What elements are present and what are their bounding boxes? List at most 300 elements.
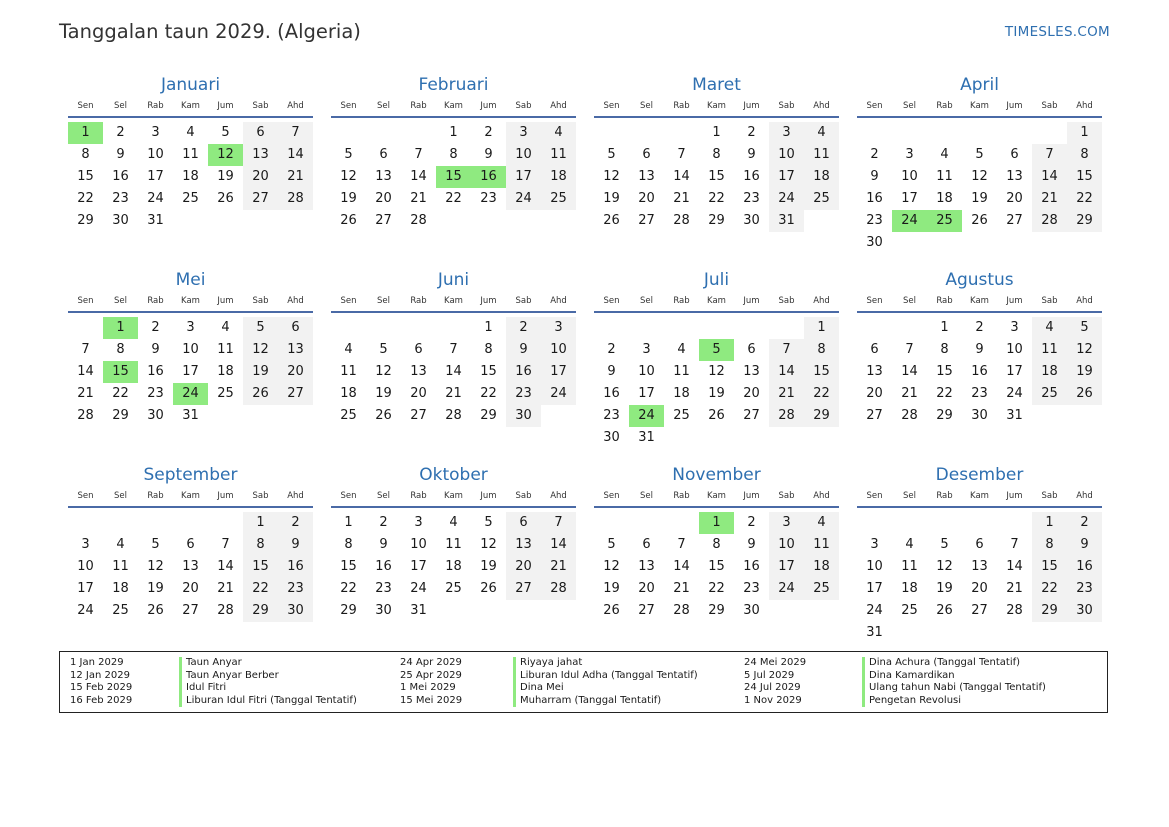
- day-cell: 18: [804, 556, 839, 578]
- day-cell: 27: [971, 603, 988, 618]
- weekday-label: Sel: [377, 296, 390, 306]
- empty-cell: [278, 405, 313, 427]
- month-november: [594, 464, 839, 642]
- day-cell: 7: [677, 147, 686, 162]
- week-row: [594, 556, 839, 578]
- day-cell: 2: [506, 317, 541, 339]
- weekday-label: Ahd: [1076, 491, 1093, 501]
- day-cell: 12: [708, 364, 725, 379]
- week-row: [68, 122, 313, 144]
- day-cell: 8: [116, 342, 125, 357]
- week-row: [857, 144, 1102, 166]
- day-cell: 22: [708, 581, 725, 596]
- weekday-label: Sab: [252, 491, 269, 501]
- day-cell: 2: [484, 125, 493, 140]
- week-row: [331, 383, 576, 405]
- day-cell: 21: [541, 556, 576, 578]
- day-cell: 25: [217, 386, 234, 401]
- day-cell: 25: [901, 603, 918, 618]
- day-cell: 7: [1032, 144, 1067, 166]
- empty-cell: [1067, 405, 1102, 427]
- empty-cell: [629, 317, 664, 339]
- day-cell: 22: [77, 191, 94, 206]
- day-cell: 7: [1010, 537, 1019, 552]
- week-row: [857, 383, 1102, 405]
- holiday-name: Dina Kamardikan: [862, 670, 1046, 683]
- day-cell: 2: [116, 125, 125, 140]
- day-cell: 25: [1032, 383, 1067, 405]
- day-cell: 18: [541, 166, 576, 188]
- day-cell: 14: [445, 364, 462, 379]
- day-cell: 14: [217, 559, 234, 574]
- day-cell: 26: [603, 213, 620, 228]
- day-cell: 25: [340, 408, 357, 423]
- empty-cell: [804, 600, 839, 622]
- day-cell: 17: [638, 386, 655, 401]
- day-cell: 27: [410, 408, 427, 423]
- day-cell: 3: [81, 537, 90, 552]
- empty-cell: [664, 317, 699, 339]
- day-cell: 29: [708, 213, 725, 228]
- weekday-label: Jum: [217, 491, 234, 501]
- day-cell: 30: [743, 213, 760, 228]
- week-row: [594, 144, 839, 166]
- day-cell: 27: [243, 188, 278, 210]
- day-cell: 19: [243, 361, 278, 383]
- day-cell: 26: [217, 191, 234, 206]
- day-cell: 18: [112, 581, 129, 596]
- weekday-label: Rab: [936, 491, 953, 501]
- day-cell: 7: [278, 122, 313, 144]
- day-cell: 8: [940, 342, 949, 357]
- day-cell: 15: [708, 169, 725, 184]
- week-row: [331, 122, 576, 144]
- day-cell: 13: [375, 169, 392, 184]
- day-cell: 10: [182, 342, 199, 357]
- day-cell: 11: [901, 559, 918, 574]
- week-row: [68, 600, 313, 622]
- weekday-label: Rab: [673, 296, 690, 306]
- day-cell: 10: [769, 144, 804, 166]
- day-cell: 17: [1006, 364, 1023, 379]
- month-title: November: [672, 465, 761, 485]
- day-cell: 9: [116, 147, 125, 162]
- day-cell: 24: [77, 603, 94, 618]
- day-cell: 22: [112, 386, 129, 401]
- month-desember: [857, 464, 1102, 642]
- day-cell: 27: [743, 408, 760, 423]
- day-cell: 3: [905, 147, 914, 162]
- day-cell: 6: [278, 317, 313, 339]
- week-row: [331, 361, 576, 383]
- day-cell: 22: [1032, 578, 1067, 600]
- empty-cell: [769, 600, 804, 622]
- day-cell: 14: [1006, 559, 1023, 574]
- day-cell: 16: [971, 364, 988, 379]
- day-cell: 24: [769, 188, 804, 210]
- empty-cell: [962, 232, 997, 254]
- week-row: [68, 317, 313, 339]
- day-cell: 12: [603, 559, 620, 574]
- day-cell: 6: [642, 147, 651, 162]
- weekday-label: Rab: [936, 296, 953, 306]
- weekday-label: Sab: [778, 296, 795, 306]
- week-row: [857, 122, 1102, 144]
- day-cell: 21: [217, 581, 234, 596]
- week-row: [594, 317, 839, 339]
- day-cell: 30: [603, 430, 620, 445]
- holiday-names-column: [862, 657, 1046, 707]
- day-cell: 11: [182, 147, 199, 162]
- weekday-label: Ahd: [813, 101, 830, 111]
- empty-cell: [892, 317, 927, 339]
- empty-cell: [892, 122, 927, 144]
- empty-cell: [734, 317, 769, 339]
- empty-cell: [436, 600, 471, 622]
- day-cell: 1: [940, 320, 949, 335]
- holiday-date: 15 Feb 2029: [70, 682, 133, 694]
- empty-cell: [243, 405, 278, 427]
- day-cell: 3: [151, 125, 160, 140]
- week-row: [594, 427, 839, 449]
- day-cell: 14: [1032, 166, 1067, 188]
- holiday-day-cell: 1: [68, 122, 103, 144]
- day-cell: 28: [1032, 210, 1067, 232]
- day-cell: 18: [182, 169, 199, 184]
- day-cell: 24: [147, 191, 164, 206]
- day-cell: 22: [480, 386, 497, 401]
- holiday-name: Idul Fitri: [179, 682, 357, 695]
- day-cell: 2: [747, 515, 756, 530]
- day-cell: 25: [182, 191, 199, 206]
- weekday-label: Sel: [640, 101, 653, 111]
- month-days: [857, 512, 1102, 644]
- day-cell: 30: [866, 235, 883, 250]
- weekday-label: Rab: [147, 491, 164, 501]
- day-cell: 29: [77, 213, 94, 228]
- day-cell: 18: [804, 166, 839, 188]
- day-cell: 1: [484, 320, 493, 335]
- week-row: [857, 600, 1102, 622]
- week-row: [594, 512, 839, 534]
- day-cell: 30: [278, 600, 313, 622]
- day-cell: 14: [541, 534, 576, 556]
- day-cell: 4: [940, 147, 949, 162]
- day-cell: 20: [375, 191, 392, 206]
- holiday-dates-column: [744, 657, 806, 707]
- day-cell: 28: [410, 213, 427, 228]
- day-cell: 27: [278, 383, 313, 405]
- day-cell: 30: [112, 213, 129, 228]
- month-januari: [68, 74, 313, 252]
- empty-cell: [471, 210, 506, 232]
- day-cell: 30: [743, 603, 760, 618]
- week-row: [331, 556, 576, 578]
- day-cell: 12: [971, 169, 988, 184]
- empty-cell: [1032, 622, 1067, 644]
- empty-cell: [962, 622, 997, 644]
- month-september: [68, 464, 313, 642]
- day-cell: 17: [541, 361, 576, 383]
- weekday-label: Rab: [673, 101, 690, 111]
- day-cell: 6: [379, 147, 388, 162]
- weekday-label: Sen: [603, 491, 620, 501]
- day-cell: 8: [344, 537, 353, 552]
- weekday-label: Kam: [444, 491, 463, 501]
- day-cell: 15: [340, 559, 357, 574]
- weekday-label: Sen: [866, 101, 883, 111]
- day-cell: 20: [278, 361, 313, 383]
- day-cell: 18: [673, 386, 690, 401]
- holiday-name: Liburan Idul Adha (Tanggal Tentatif): [513, 670, 698, 683]
- empty-cell: [664, 512, 699, 534]
- day-cell: 21: [673, 581, 690, 596]
- weekday-label: Sel: [903, 101, 916, 111]
- months-grid: [68, 74, 1102, 642]
- day-cell: 28: [217, 603, 234, 618]
- empty-cell: [769, 427, 804, 449]
- empty-cell: [173, 210, 208, 232]
- day-cell: 13: [278, 339, 313, 361]
- weekday-label: Sab: [778, 491, 795, 501]
- day-cell: 4: [541, 122, 576, 144]
- day-cell: 12: [603, 169, 620, 184]
- day-cell: 14: [673, 169, 690, 184]
- day-cell: 7: [769, 339, 804, 361]
- day-cell: 29: [1067, 210, 1102, 232]
- day-cell: 21: [1032, 188, 1067, 210]
- day-cell: 26: [147, 603, 164, 618]
- day-cell: 9: [506, 339, 541, 361]
- weekday-label: Kam: [970, 296, 989, 306]
- day-cell: 8: [712, 147, 721, 162]
- day-cell: 6: [186, 537, 195, 552]
- weekday-label: Sab: [1041, 101, 1058, 111]
- day-cell: 21: [673, 191, 690, 206]
- month-title: Maret: [692, 75, 741, 95]
- day-cell: 11: [1032, 339, 1067, 361]
- day-cell: 28: [278, 188, 313, 210]
- day-cell: 12: [340, 169, 357, 184]
- weekday-label: Ahd: [550, 491, 567, 501]
- day-cell: 22: [243, 578, 278, 600]
- week-row: [857, 622, 1102, 644]
- empty-cell: [541, 210, 576, 232]
- weekday-label: Sen: [77, 491, 94, 501]
- day-cell: 3: [506, 122, 541, 144]
- month-days: [331, 122, 576, 232]
- month-title: Februari: [418, 75, 489, 95]
- day-cell: 15: [1032, 556, 1067, 578]
- day-cell: 1: [1067, 122, 1102, 144]
- day-cell: 10: [506, 144, 541, 166]
- holiday-dates-column: [70, 657, 132, 707]
- day-cell: 27: [182, 603, 199, 618]
- day-cell: 13: [410, 364, 427, 379]
- day-cell: 16: [743, 169, 760, 184]
- day-cell: 29: [708, 603, 725, 618]
- day-cell: 12: [243, 339, 278, 361]
- day-cell: 31: [182, 408, 199, 423]
- day-cell: 3: [769, 512, 804, 534]
- holiday-date: 1 Nov 2029: [744, 694, 802, 706]
- week-row: [857, 534, 1102, 556]
- day-cell: 18: [217, 364, 234, 379]
- weekday-label: Rab: [147, 101, 164, 111]
- day-cell: 5: [607, 537, 616, 552]
- empty-cell: [734, 427, 769, 449]
- day-cell: 9: [975, 342, 984, 357]
- day-cell: 27: [506, 578, 541, 600]
- day-cell: 18: [901, 581, 918, 596]
- empty-cell: [997, 122, 1032, 144]
- empty-cell: [594, 122, 629, 144]
- month-title: Juli: [703, 270, 730, 290]
- day-cell: 7: [905, 342, 914, 357]
- day-cell: 6: [975, 537, 984, 552]
- empty-cell: [997, 512, 1032, 534]
- empty-cell: [629, 512, 664, 534]
- weekday-header: [857, 99, 1102, 118]
- day-cell: 23: [506, 383, 541, 405]
- day-cell: 8: [712, 537, 721, 552]
- weekday-label: Ahd: [550, 296, 567, 306]
- weekday-label: Sel: [377, 101, 390, 111]
- day-cell: 6: [506, 512, 541, 534]
- day-cell: 16: [278, 556, 313, 578]
- day-cell: 6: [1010, 147, 1019, 162]
- week-row: [594, 188, 839, 210]
- holiday-date: 25 Apr 2029: [400, 669, 462, 681]
- day-cell: 23: [375, 581, 392, 596]
- day-cell: 7: [677, 537, 686, 552]
- weekday-label: Jum: [1006, 491, 1023, 501]
- weekday-label: Rab: [410, 491, 427, 501]
- month-days: [594, 317, 839, 449]
- empty-cell: [804, 210, 839, 232]
- day-cell: 3: [769, 122, 804, 144]
- month-days: [594, 512, 839, 622]
- day-cell: 2: [1067, 512, 1102, 534]
- empty-cell: [857, 512, 892, 534]
- week-row: [331, 210, 576, 232]
- day-cell: 22: [445, 191, 462, 206]
- empty-cell: [366, 317, 401, 339]
- day-cell: 13: [743, 364, 760, 379]
- day-cell: 17: [769, 556, 804, 578]
- day-cell: 11: [804, 534, 839, 556]
- weekday-label: Sen: [77, 296, 94, 306]
- weekday-label: Sel: [114, 296, 127, 306]
- day-cell: 12: [147, 559, 164, 574]
- holiday-day-cell: 1: [103, 317, 138, 339]
- holiday-date: 16 Feb 2029: [70, 694, 133, 706]
- empty-cell: [208, 512, 243, 534]
- weekday-header: [331, 99, 576, 118]
- day-cell: 20: [182, 581, 199, 596]
- day-cell: 17: [147, 169, 164, 184]
- day-cell: 30: [1067, 600, 1102, 622]
- weekday-label: Sel: [377, 491, 390, 501]
- holiday-day-cell: 15: [103, 361, 138, 383]
- weekday-label: Kam: [181, 296, 200, 306]
- day-cell: 18: [936, 191, 953, 206]
- day-cell: 2: [747, 125, 756, 140]
- empty-cell: [892, 622, 927, 644]
- day-cell: 2: [975, 320, 984, 335]
- week-row: [857, 166, 1102, 188]
- weekday-label: Sen: [77, 101, 94, 111]
- day-cell: 1: [712, 125, 721, 140]
- month-days: [857, 317, 1102, 427]
- day-cell: 11: [112, 559, 129, 574]
- day-cell: 1: [344, 515, 353, 530]
- day-cell: 24: [769, 578, 804, 600]
- weekday-label: Jum: [743, 101, 760, 111]
- day-cell: 10: [1006, 342, 1023, 357]
- day-cell: 14: [77, 364, 94, 379]
- month-februari: [331, 74, 576, 252]
- empty-cell: [892, 232, 927, 254]
- day-cell: 24: [506, 188, 541, 210]
- week-row: [331, 166, 576, 188]
- day-cell: 5: [151, 537, 160, 552]
- holiday-name: Ulang tahun Nabi (Tanggal Tentatif): [862, 682, 1046, 695]
- holiday-name: Taun Anyar Berber: [179, 670, 357, 683]
- day-cell: 25: [112, 603, 129, 618]
- day-cell: 10: [147, 147, 164, 162]
- day-cell: 15: [936, 364, 953, 379]
- day-cell: 25: [804, 578, 839, 600]
- day-cell: 9: [484, 147, 493, 162]
- day-cell: 23: [1067, 578, 1102, 600]
- weekday-label: Sab: [252, 296, 269, 306]
- day-cell: 24: [541, 383, 576, 405]
- day-cell: 28: [673, 603, 690, 618]
- day-cell: 27: [375, 213, 392, 228]
- site-link[interactable]: TIMESLES.COM: [1004, 24, 1110, 40]
- weekday-label: Sel: [114, 101, 127, 111]
- holiday-day-cell: 25: [927, 210, 962, 232]
- week-row: [68, 383, 313, 405]
- day-cell: 18: [340, 386, 357, 401]
- page-title: Tanggalan taun 2029. (Algeria): [59, 20, 361, 43]
- day-cell: 2: [151, 320, 160, 335]
- day-cell: 23: [112, 191, 129, 206]
- holiday-name: Riyaya jahat: [513, 657, 698, 670]
- day-cell: 9: [1067, 534, 1102, 556]
- day-cell: 7: [449, 342, 458, 357]
- empty-cell: [857, 122, 892, 144]
- day-cell: 14: [901, 364, 918, 379]
- day-cell: 20: [1006, 191, 1023, 206]
- day-cell: 22: [1067, 188, 1102, 210]
- day-cell: 11: [217, 342, 234, 357]
- day-cell: 13: [1006, 169, 1023, 184]
- weekday-label: Sab: [515, 491, 532, 501]
- empty-cell: [1067, 622, 1102, 644]
- holiday-day-cell: 1: [699, 512, 734, 534]
- day-cell: 11: [340, 364, 357, 379]
- empty-cell: [1032, 232, 1067, 254]
- week-row: [857, 317, 1102, 339]
- day-cell: 23: [866, 213, 883, 228]
- day-cell: 5: [975, 147, 984, 162]
- weekday-label: Kam: [181, 491, 200, 501]
- empty-cell: [331, 317, 366, 339]
- day-cell: 12: [375, 364, 392, 379]
- day-cell: 22: [708, 191, 725, 206]
